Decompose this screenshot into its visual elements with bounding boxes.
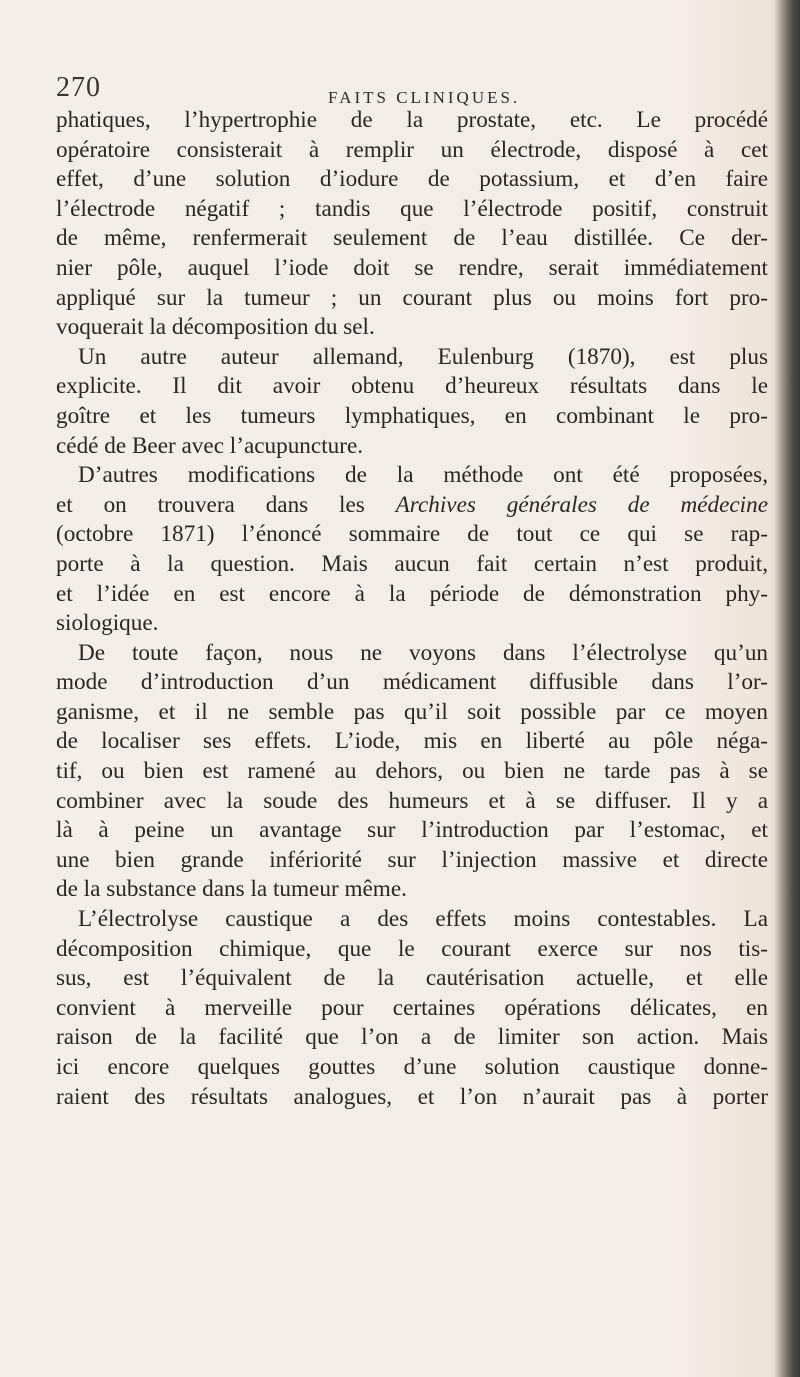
text-line: ganisme, et il ne semble pas qu’il soit possible par ce moyen — [56, 698, 768, 725]
text-line: explicite. Il dit avoir obtenu d’heureux résultats dans le — [56, 373, 768, 400]
text-line: L’électrolyse caustique a des effets moins contestables. La — [78, 906, 768, 933]
text-line: combiner avec la soude des humeurs et à se diffuser. Il y a — [56, 787, 768, 814]
text-line: voquerait la décomposition du sel. — [56, 314, 375, 341]
text-line: siologique. — [56, 610, 159, 637]
text-line: mode d’introduction d’un médicament diffusible dans l’or- — [56, 669, 768, 696]
text-line: D’autres modifications de la méthode ont été proposées, — [78, 462, 768, 489]
text-line: l’électrode négatif ; tandis que l’électrode positif, construit — [56, 195, 768, 222]
body-text — [56, 106, 768, 1112]
binding-shadow — [774, 0, 800, 1377]
text-line: opératoire consisterait à remplir un électrode, disposé à cet — [56, 136, 768, 163]
text-line: porte à la question. Mais aucun fait certain n’est produit, — [56, 550, 768, 577]
text-line: de localiser ses effets. L’iode, mis en liberté au pôle néga- — [56, 728, 768, 755]
page-number: 270 — [56, 72, 101, 103]
text-line: tif, ou bien est ramené au dehors, ou bien ne tarde pas à se — [56, 758, 768, 785]
text-line: raient des résultats analogues, et l’on n’aurait pas à porter — [56, 1083, 768, 1110]
text-line: de la substance dans la tumeur même. — [56, 876, 407, 903]
text-line: appliqué sur la tumeur ; un courant plus ou moins fort pro- — [56, 284, 768, 311]
text-line: De toute façon, nous ne voyons dans l’électrolyse qu’un — [78, 639, 768, 666]
text-line: convient à merveille pour certaines opérations délicates, en — [56, 994, 768, 1021]
text-line: effet, d’une solution d’iodure de potassium, et d’en faire — [56, 166, 768, 193]
text-line: phatiques, l’hypertrophie de la prostate, etc. Le procédé — [56, 107, 768, 133]
text-line: décomposition chimique, que le courant exerce sur nos tis- — [56, 935, 768, 962]
text-line: goître et les tumeurs lymphatiques, en combinant le pro- — [56, 402, 768, 429]
text-line-with-italic — [56, 491, 768, 521]
text-line: Un autre auteur allemand, Eulenburg (1870), est plus — [78, 343, 768, 370]
journal-title: Archives générales de médecine — [395, 491, 768, 518]
text-line: raison de la facilité que l’on a de limiter son action. Mais — [56, 1024, 768, 1051]
text-line: sus, est l’équivalent de la cautérisation actuelle, et elle — [56, 965, 768, 992]
text-fragment: et on trouvera dans les — [56, 491, 396, 518]
text-line: cédé de Beer avec l’acupuncture. — [56, 432, 364, 459]
text-line: et l’idée en est encore à la période de démonstration phy- — [56, 580, 768, 607]
running-head: FAITS CLINIQUES. — [328, 88, 521, 107]
text-line: une bien grande infériorité sur l’injection massive et directe — [56, 846, 768, 873]
text-line: là à peine un avantage sur l’introduction par l’estomac, et — [56, 817, 768, 844]
text-line: de même, renfermerait seulement de l’eau distillée. Ce der- — [56, 225, 768, 252]
text-line: nier pôle, auquel l’iode doit se rendre, serait immédiatement — [56, 254, 768, 281]
text-line: ici encore quelques gouttes d’une solution caustique donne- — [56, 1054, 768, 1080]
text-line: (octobre 1871) l’énoncé sommaire de tout ce qui se rap- — [56, 521, 768, 548]
